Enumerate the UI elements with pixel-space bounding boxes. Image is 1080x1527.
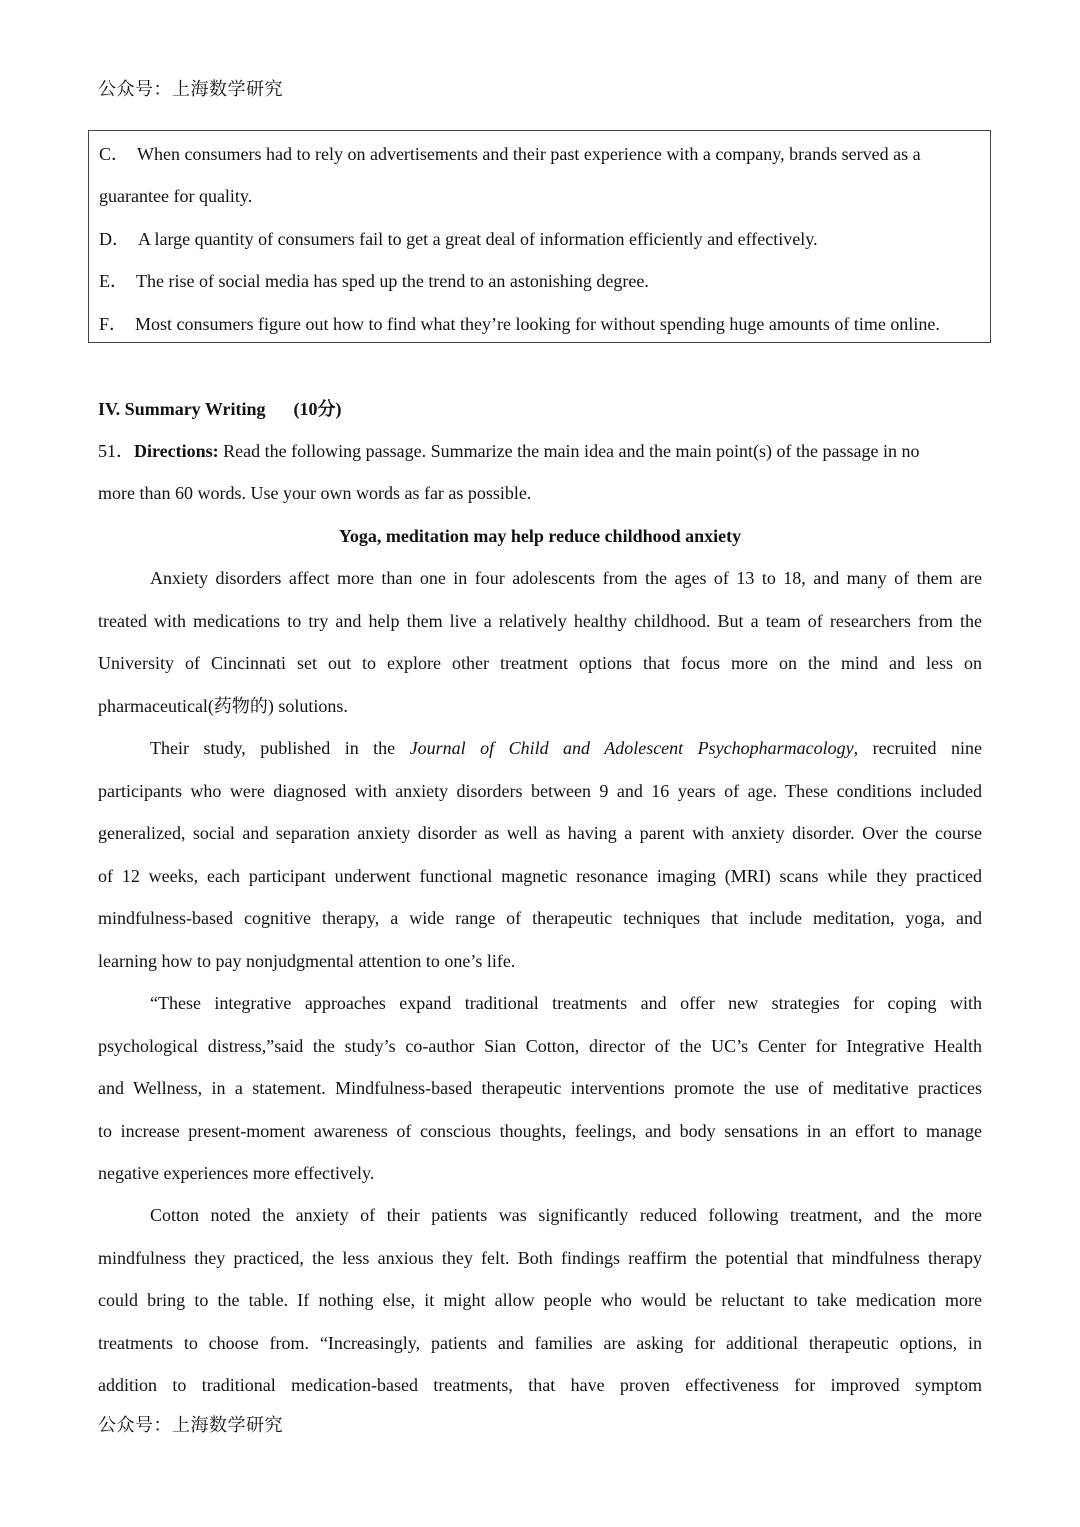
- p4-line-1: Cotton noted the anxiety of their patients was significantly reduced following treatment, and the more: [150, 1205, 982, 1225]
- p4-line-2: mindfulness they practiced, the less anxious they felt. Both findings reaffirm the potential that mindfulness therapy: [98, 1248, 982, 1268]
- option-d: [99, 227, 818, 251]
- option-f-letter: F．: [99, 314, 128, 334]
- option-e-letter: E．: [99, 271, 128, 291]
- p4-line-3: could bring to the table. If nothing else, it might allow people who would be reluctant to take medication more: [98, 1290, 982, 1310]
- p2-line-1: [150, 735, 982, 761]
- section-title: IV. Summary Writing: [98, 399, 266, 419]
- directions-label: Directions:: [134, 441, 219, 461]
- option-d-text: A large quantity of consumers fail to get a great deal of information efficiently and effectively.: [138, 229, 818, 249]
- p4-line-4: treatments to choose from. “Increasingly, patients and families are asking for additional therapeutic options, in: [98, 1333, 982, 1353]
- p3-line-3: and Wellness, in a statement. Mindfulness-based therapeutic interventions promote the use of meditative practices: [98, 1078, 982, 1098]
- option-f: [99, 312, 940, 336]
- directions-text-2: more than 60 words. Use your own words as far as possible.: [98, 483, 532, 503]
- question-line-1: [98, 438, 982, 464]
- passage-title: Yoga, meditation may help reduce childhood anxiety: [338, 526, 742, 546]
- option-e-text: The rise of social media has sped up the trend to an astonishing degree.: [136, 271, 649, 291]
- p3-line-1: “These integrative approaches expand traditional treatments and offer new strategies for coping with: [150, 993, 982, 1013]
- options-box: [88, 130, 991, 343]
- directions-text-1: Read the following passage. Summarize the main idea and the main point(s) of the passage in no: [218, 441, 920, 461]
- option-c-text-2: guarantee for quality.: [99, 186, 253, 206]
- option-d-letter: D．: [99, 229, 130, 249]
- p2-line-3: generalized, social and separation anxiety disorder as well as having a parent with anxiety disorder. Over the course: [98, 823, 982, 843]
- section-heading: [98, 396, 342, 422]
- p3-line-2: psychological distress,”said the study’s co-author Sian Cotton, director of the UC’s Center for Integrative Health: [98, 1036, 982, 1056]
- p2-line-6: learning how to pay nonjudgmental attention to one’s life.: [98, 951, 516, 971]
- p4-line-5: addition to traditional medication-based treatments, that have proven effectiveness for improved symptom: [98, 1375, 982, 1395]
- option-f-text: Most consumers figure out how to find what they’re looking for without spending huge amounts of time online.: [135, 314, 940, 334]
- p1-line-4: pharmaceutical(药物的) solutions.: [98, 696, 348, 716]
- option-c-letter: C．: [99, 144, 130, 164]
- p1-line-1: Anxiety disorders affect more than one in four adolescents from the ages of 13 to 18, and many of them are: [150, 568, 982, 588]
- option-e: [99, 269, 649, 293]
- p2-line-2: participants who were diagnosed with anxiety disorders between 9 and 16 years of age. These conditions included: [98, 781, 982, 801]
- p3-line-5: negative experiences more effectively.: [98, 1163, 375, 1183]
- footer-watermark: 公众号：上海数学研究: [98, 1415, 283, 1435]
- p2-prefix: Their study, published in the: [150, 738, 410, 758]
- option-c-text-1: When consumers had to rely on advertisements and their past experience with a company, brands served as a: [137, 144, 921, 164]
- p2-line-5: mindfulness-based cognitive therapy, a wide range of therapeutic techniques that include meditation, yoga, and: [98, 908, 982, 928]
- p2-suffix: , recruited nine: [853, 738, 982, 758]
- p3-line-4: to increase present-moment awareness of conscious thoughts, feelings, and body sensations in an effort to manage: [98, 1121, 982, 1141]
- question-number: 51．: [98, 441, 134, 461]
- p1-line-3: University of Cincinnati set out to explore other treatment options that focus more on the mind and less on: [98, 653, 982, 673]
- header-watermark: 公众号：上海数学研究: [98, 79, 283, 99]
- journal-name: Journal of Child and Adolescent Psychopharmacology: [409, 738, 854, 758]
- section-score: (10分): [293, 399, 342, 419]
- p1-line-2: treated with medications to try and help them live a relatively healthy childhood. But a team of researchers from the: [98, 611, 982, 631]
- p2-line-4: of 12 weeks, each participant underwent functional magnetic resonance imaging (MRI) scans while they practiced: [98, 866, 982, 886]
- option-c-line-1: [99, 142, 921, 166]
